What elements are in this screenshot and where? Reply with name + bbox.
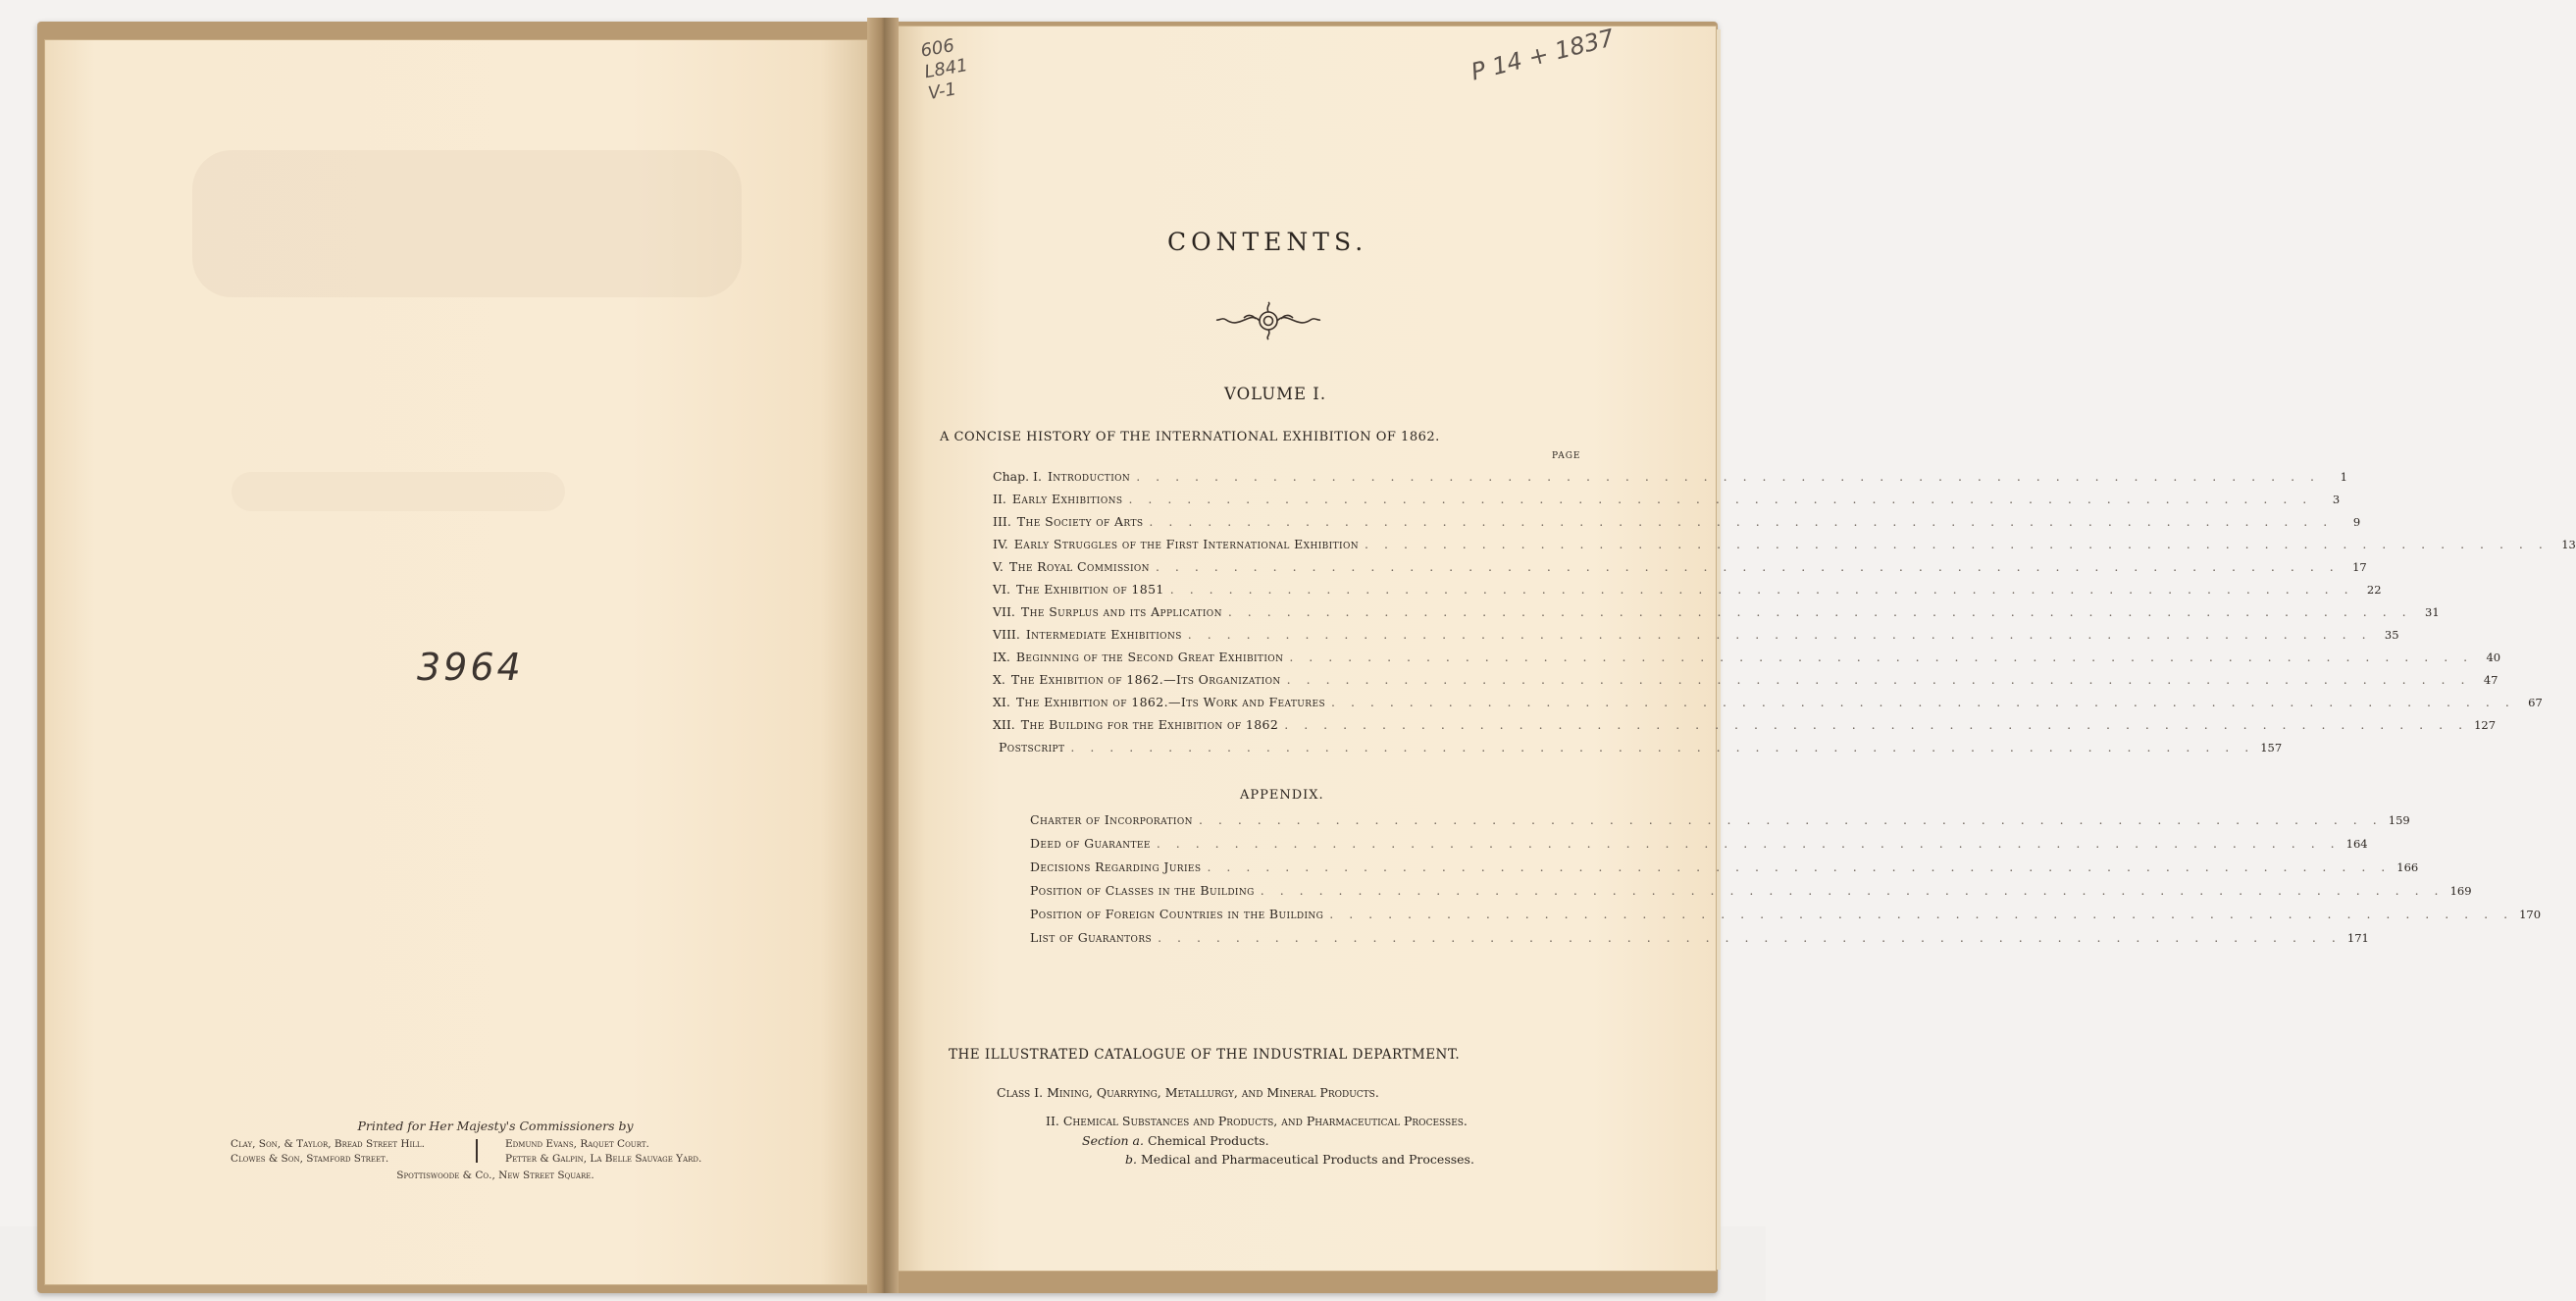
- section-label: Section a.: [1082, 1133, 1144, 1148]
- toc-chapter-number: VI.: [993, 582, 1010, 597]
- toc-chapter-title: The Surplus and its Application: [1020, 604, 1222, 619]
- toc-leader: . . . . . . . . . . . . . . . . . . . . . . . . . . . . . . . . . . . . . . . . . . . . . . . . . . . . . . . . . . . . .: [1198, 812, 2383, 827]
- toc-leader: . . . . . . . . . . . . . . . . . . . . . . . . . . . . . . . . . . . . . . . . . . . . . . . . . . . . . . . . . . . . .: [1187, 627, 2372, 642]
- toc-chapter-title: The Society of Arts: [1016, 514, 1144, 529]
- appendix-heading: APPENDIX.: [1240, 788, 1324, 803]
- toc-chapter-number: III.: [993, 514, 1011, 529]
- appendix-page-number: 171: [2346, 931, 2369, 945]
- toc-leader: . . . . . . . . . . . . . . . . . . . . . . . . . . . . . . . . . . . . . . . . . . . . . . . . . . . . . . . . . . . . .: [1070, 740, 2255, 755]
- toc-chapter-number: XII.: [993, 717, 1015, 732]
- toc-page-number: 3: [2332, 493, 2341, 506]
- toc-leader: . . . . . . . . . . . . . . . . . . . . . . . . . . . . . . . . . . . . . . . . . . . . . . . . . . . . . . . . . . . . .: [1149, 514, 2334, 529]
- toc-page-number: 17: [2352, 560, 2367, 574]
- printers-right: [478, 1137, 750, 1167]
- toc-chapter-title: The Building for the Exhibition of 1862: [1020, 717, 1279, 732]
- toc-chapter-title: The Exhibition of 1862.—Its Work and Features: [1015, 695, 1326, 709]
- section-label: b.: [1125, 1152, 1137, 1167]
- appendix-row: [1030, 907, 2542, 921]
- toc-leader: . . . . . . . . . . . . . . . . . . . . . . . . . . . . . . . . . . . . . . . . . . . . . . . . . . . . . . . . . . . . .: [1286, 672, 2471, 687]
- toc-chapter-title: The Royal Commission: [1008, 559, 1150, 574]
- toc-chapter-title: Intermediate Exhibitions: [1025, 627, 1182, 642]
- toc-page-number: 22: [2366, 583, 2382, 597]
- toc-row: [993, 717, 2497, 732]
- toc-leader: . . . . . . . . . . . . . . . . . . . . . . . . . . . . . . . . . . . . . . . . . . . . . . . . . . . . . . . . . . . . .: [1331, 695, 2515, 709]
- call-number-line: L841: [922, 54, 970, 83]
- toc-row: [993, 604, 2440, 619]
- toc-page-number: 35: [2384, 628, 2399, 642]
- appendix-page-number: 159: [2388, 813, 2410, 827]
- toc-leader: . . . . . . . . . . . . . . . . . . . . . . . . . . . . . . . . . . . . . . . . . . . . . . . . . . . . . . . . . . . . .: [1169, 582, 2354, 597]
- catalogue-section: [1082, 1133, 1269, 1148]
- toc-row: [993, 582, 2382, 597]
- catalogue-class: II. Chemical Substances and Products, and Pharmaceutical Processes.: [1046, 1114, 1468, 1128]
- toc-page-number: 67: [2528, 696, 2543, 709]
- toc-row: [993, 695, 2543, 709]
- toc-chapter-title: Early Exhibitions: [1011, 492, 1123, 506]
- page-title: CONTENTS.: [1167, 228, 1368, 256]
- appendix-title: Position of Classes in the Building: [1030, 883, 1255, 898]
- toc-chapter-number: VII.: [993, 604, 1015, 619]
- call-number-line: V-1: [926, 78, 958, 105]
- catalogue-class: Class I. Mining, Quarrying, Metallurgy, and Mineral Products.: [997, 1085, 1379, 1100]
- toc-leader: . . . . . . . . . . . . . . . . . . . . . . . . . . . . . . . . . . . . . . . . . . . . . . . . . . . . . . . . . . . . .: [1227, 604, 2412, 619]
- toc-chapter-title: The Exhibition of 1862.—Its Organization: [1010, 672, 1281, 687]
- history-heading: A CONCISE HISTORY OF THE INTERNATIONAL EXHIBITION OF 1862.: [940, 430, 1440, 444]
- appendix-row: [1030, 812, 2410, 827]
- section-title: Medical and Pharmaceutical Products and Processes.: [1140, 1152, 1474, 1167]
- appendix-page-number: 164: [2345, 837, 2368, 851]
- appendix-page-number: 170: [2519, 908, 2542, 921]
- toc-row: [993, 492, 2341, 506]
- section-title: Chemical Products.: [1147, 1133, 1269, 1148]
- toc-row: [993, 627, 2399, 642]
- ornament-icon: [1216, 302, 1320, 343]
- toc-chapter-number: IX.: [993, 650, 1010, 664]
- appendix-title: Charter of Incorporation: [1030, 812, 1193, 827]
- toc-chapter-number: V.: [993, 559, 1004, 574]
- toc-leader: . . . . . . . . . . . . . . . . . . . . . . . . . . . . . . . . . . . . . . . . . . . . . . . . . . . . . . . . . . . . .: [1155, 559, 2340, 574]
- toc-leader: . . . . . . . . . . . . . . . . . . . . . . . . . . . . . . . . . . . . . . . . . . . . . . . . . . . . . . . . . . . . .: [1158, 930, 2342, 945]
- toc-chapter-number: X.: [993, 672, 1005, 687]
- toc-page-number: 157: [2260, 741, 2283, 755]
- toc-leader: . . . . . . . . . . . . . . . . . . . . . . . . . . . . . . . . . . . . . . . . . . . . . . . . . . . . . . . . . . . . .: [1260, 883, 2445, 898]
- printer-entry: Clowes & Son, Stamford Street.: [231, 1153, 389, 1165]
- toc-page-number: 9: [2352, 515, 2361, 529]
- toc-leader: . . . . . . . . . . . . . . . . . . . . . . . . . . . . . . . . . . . . . . . . . . . . . . . . . . . . . . . . . . . . .: [1329, 907, 2514, 921]
- printed-for-line: Printed for Her Majesty's Commissioners by: [357, 1119, 634, 1133]
- toc-chapter-number: Chap. I.: [993, 469, 1042, 484]
- toc-page-number: 13: [2561, 538, 2576, 551]
- toc-leader: . . . . . . . . . . . . . . . . . . . . . . . . . . . . . . . . . . . . . . . . . . . . . . . . . . . . . . . . . . . . .: [1365, 537, 2549, 551]
- toc-row: [993, 559, 2367, 574]
- page-column-label: PAGE: [1552, 451, 1581, 461]
- handwritten-number: 3964: [417, 646, 524, 689]
- volume-heading: VOLUME I.: [1224, 385, 1327, 403]
- toc-row: [993, 537, 2576, 551]
- appendix-row: [1030, 836, 2368, 851]
- toc-page-number: 31: [2425, 605, 2440, 619]
- toc-chapter-title: The Exhibition of 1851: [1015, 582, 1164, 597]
- printer-entry: Edmund Evans, Raquet Court.: [505, 1138, 649, 1150]
- appendix-title: Decisions Regarding Juries: [1030, 859, 1202, 874]
- appendix-page-number: 169: [2449, 884, 2472, 898]
- toc-leader: . . . . . . . . . . . . . . . . . . . . . . . . . . . . . . . . . . . . . . . . . . . . . . . . . . . . . . . . . . . . .: [1289, 650, 2474, 664]
- toc-leader: . . . . . . . . . . . . . . . . . . . . . . . . . . . . . . . . . . . . . . . . . . . . . . . . . . . . . . . . . . . . .: [1128, 492, 2313, 506]
- toc-row: [993, 672, 2499, 687]
- catalogue-heading: THE ILLUSTRATED CATALOGUE OF THE INDUSTRIAL DEPARTMENT.: [949, 1047, 1461, 1063]
- toc-chapter-number: VIII.: [993, 627, 1020, 642]
- book-gutter: [867, 18, 899, 1293]
- toc-row: [993, 740, 2283, 755]
- toc-row: [993, 650, 2501, 664]
- toc-page-number: 127: [2474, 718, 2497, 732]
- appendix-title: Deed of Guarantee: [1030, 836, 1151, 851]
- shelf-mark: P 14 + 1837: [1468, 24, 1618, 86]
- toc-leader: . . . . . . . . . . . . . . . . . . . . . . . . . . . . . . . . . . . . . . . . . . . . . . . . . . . . . . . . . . . . .: [1207, 859, 2392, 874]
- toc-page-number: 47: [2483, 673, 2499, 687]
- appendix-page-number: 166: [2396, 860, 2419, 874]
- appendix-title: Position of Foreign Countries in the Building: [1030, 907, 1324, 921]
- toc-chapter-number: IV.: [993, 537, 1008, 551]
- toc-chapter-title: Postscript: [999, 740, 1065, 755]
- toc-page-number: 40: [2486, 650, 2501, 664]
- toc-leader: . . . . . . . . . . . . . . . . . . . . . . . . . . . . . . . . . . . . . . . . . . . . . . . . . . . . . . . . . . . . .: [1136, 469, 2320, 484]
- printer-entry: Clay, Son, & Taylor, Bread Street Hill.: [231, 1138, 425, 1150]
- toc-chapter-title: Introduction: [1047, 469, 1131, 484]
- toc-leader: . . . . . . . . . . . . . . . . . . . . . . . . . . . . . . . . . . . . . . . . . . . . . . . . . . . . . . . . . . . . .: [1284, 717, 2469, 732]
- toc-row: [993, 514, 2361, 529]
- toc-chapter-title: Early Struggles of the First International Exhibition: [1013, 537, 1360, 551]
- toc-chapter-number: II.: [993, 492, 1006, 506]
- appendix-title: List of Guarantors: [1030, 930, 1153, 945]
- printer-entry: Spottiswoode & Co., New Street Square.: [396, 1170, 594, 1181]
- toc-row: [993, 469, 2347, 484]
- printer-block: [231, 1119, 760, 1181]
- printers-grid: [231, 1137, 760, 1167]
- appendix-row: [1030, 859, 2419, 874]
- catalogue-section: [1125, 1152, 1474, 1167]
- call-number-line: 606: [919, 35, 956, 62]
- toc-chapter-number: XI.: [993, 695, 1010, 709]
- appendix-row: [1030, 883, 2472, 898]
- printer-entry: Petter & Galpin, La Belle Sauvage Yard.: [505, 1153, 702, 1165]
- printers-left: [231, 1137, 476, 1167]
- show-through-blemish: [192, 150, 742, 297]
- show-through-blemish: [232, 472, 565, 511]
- toc-chapter-title: Beginning of the Second Great Exhibition: [1015, 650, 1284, 664]
- appendix-row: [1030, 930, 2369, 945]
- toc-leader: . . . . . . . . . . . . . . . . . . . . . . . . . . . . . . . . . . . . . . . . . . . . . . . . . . . . . . . . . . . . .: [1156, 836, 2341, 851]
- toc-page-number: 1: [2340, 470, 2347, 484]
